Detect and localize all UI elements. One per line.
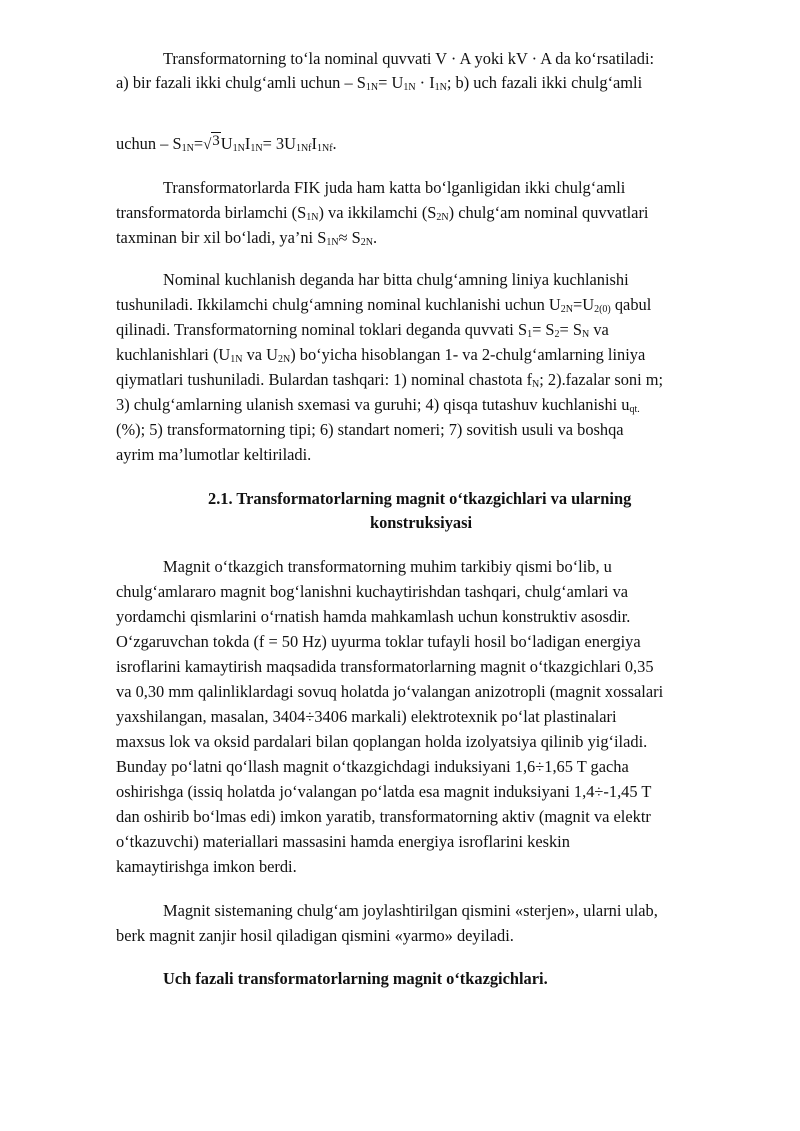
text: Uch fazali transformatorlarning magnit o‘tkazgichlari. xyxy=(163,969,548,988)
p4-line-4 xyxy=(116,630,641,654)
p4-line-12 xyxy=(116,830,570,854)
text: . xyxy=(332,134,337,153)
p2-line-3 xyxy=(116,226,377,250)
p2-line-1 xyxy=(163,176,625,200)
text: ) bo‘yicha hisoblangan 1- va 2-chulg‘amlarning liniya xyxy=(290,345,646,364)
text: Magnit sistemaning chulg‘am joylashtirilgan qismini «sterjen», ularni ulab, xyxy=(163,901,658,920)
text: I xyxy=(244,134,251,153)
p3-line-4 xyxy=(116,343,645,367)
subscript: 1N xyxy=(403,82,416,93)
p1-line-2 xyxy=(116,71,642,95)
sqrt-number: 3 xyxy=(212,133,220,149)
text: kamaytirishga imkon berdi. xyxy=(116,857,297,876)
subscript: qt. xyxy=(629,404,640,415)
subscript: 1Nf xyxy=(295,143,312,154)
text: Transformatorning to‘la nominal quvvati V · A yoki kV · A da ko‘rsatiladi: xyxy=(163,49,655,68)
text: a) bir fazali ikki chulg‘amli uchun – S xyxy=(116,73,366,92)
text: Bunday po‘latni qo‘llash magnit o‘tkazgichdagi induksiyani 1,6÷1,65 T gacha xyxy=(116,757,629,776)
subscript: 2N xyxy=(560,304,573,315)
text: Transformatorlarda FIK juda ham katta bo‘lganligidan ikki chulg‘amli xyxy=(163,178,626,197)
subscript: 2(0) xyxy=(594,304,611,315)
p4-line-11 xyxy=(116,805,651,829)
subscript: 1N xyxy=(326,237,339,248)
text: konstruksiyasi xyxy=(370,513,473,532)
text: = S xyxy=(532,320,555,339)
text: = S xyxy=(559,320,583,339)
subscript: 1N xyxy=(434,82,447,93)
text: yordamchi qismlarini o‘rnatish hamda mahkamlash uchun konstruktiv asosdir. xyxy=(116,607,631,626)
p1-line-3 xyxy=(116,132,337,157)
text: qilinadi. Transformatorning nominal toklari deganda quvvati S xyxy=(116,320,528,339)
text: (%); 5) transformatorning tipi; 6) standart nomeri; 7) sovitish usuli va boshqa xyxy=(116,420,624,439)
p3-line-2 xyxy=(116,293,651,317)
text: = xyxy=(193,134,204,153)
subscript: 2 xyxy=(554,329,560,340)
p3-line-5 xyxy=(116,368,663,392)
subscript: 1N xyxy=(230,354,243,365)
subscript: 1N xyxy=(232,143,245,154)
p1-line-1 xyxy=(163,47,654,71)
subscript: N xyxy=(582,329,590,340)
text: berk magnit zanjir hosil qiladigan qismini «yarmo» deyiladi. xyxy=(116,926,514,945)
subscript: 1N xyxy=(250,143,263,154)
text: qabul xyxy=(610,295,652,314)
text: Nominal kuchlanish deganda har bitta chulg‘amning liniya kuchlanishi xyxy=(163,270,629,289)
p4-line-6 xyxy=(116,680,663,704)
subscript: 1Nf xyxy=(316,143,333,154)
p4-line-10 xyxy=(116,780,651,804)
subsection-heading xyxy=(163,967,548,991)
p3-line-8 xyxy=(116,443,311,467)
p4-line-2 xyxy=(116,580,628,604)
text: chulg‘amlararo magnit bog‘lanishni kuchaytirishdan tashqari, chulg‘amlari va xyxy=(116,582,629,601)
subscript: 1N xyxy=(306,212,319,223)
p2-line-2 xyxy=(116,201,648,225)
p4-line-9 xyxy=(116,755,629,779)
text: transformatorda birlamchi (S xyxy=(116,203,307,222)
text: 2.1. Transformatorlarning magnit o‘tkazgichlari va ularning xyxy=(208,489,632,508)
text: va U xyxy=(242,345,278,364)
text: =U xyxy=(572,295,595,314)
text: kuchlanishlari (U xyxy=(116,345,231,364)
text: = 3U xyxy=(262,134,296,153)
subscript: 1 xyxy=(527,329,533,340)
text: yaxshilangan, masalan, 3404÷3406 markali) elektrotexnik po‘lat plastinalari xyxy=(116,707,617,726)
text: Magnit o‘tkazgich transformatorning muhim tarkibiy qismi bo‘lib, u xyxy=(163,557,612,576)
text: 3) chulg‘amlarning ulanish sxemasi va guruhi; 4) qisqa tutashuv kuchlanishi u xyxy=(116,395,630,414)
text: oshirishga (issiq holatda jo‘valangan po‘latda esa magnit induksiyani 1,4÷-1,45 T xyxy=(116,782,652,801)
text: · I xyxy=(415,73,435,92)
section-heading-line-1 xyxy=(208,487,631,511)
text: o‘tkazuvchi) materiallari massasini hamda energiya isroflarini keskin xyxy=(116,832,570,851)
p3-line-3 xyxy=(116,318,609,342)
text: taxminan bir xil bo‘ladi, ya’ni S xyxy=(116,228,327,247)
text: O‘zgaruvchan tokda (f = 50 Hz) uyurma toklar tufayli hosil bo‘ladigan energiya xyxy=(116,632,641,651)
p4-line-13 xyxy=(116,855,297,879)
subscript: 2N xyxy=(278,354,291,365)
subscript: 2N xyxy=(360,237,373,248)
text: ; b) uch fazali ikki chulg‘amli xyxy=(446,73,643,92)
p5-line-2 xyxy=(116,924,514,948)
section-heading-line-2 xyxy=(370,511,472,535)
p5-line-1 xyxy=(163,899,658,923)
text: ; 2).fazalar soni m; xyxy=(539,370,664,389)
subscript: 1N xyxy=(365,82,379,93)
text: ) chulg‘am nominal quvvatlari xyxy=(448,203,649,222)
p4-line-8 xyxy=(116,730,647,754)
text: maxsus lok va oksid pardalari bilan qoplangan holda izolyatsiya qilinib yig‘iladi. xyxy=(116,732,648,751)
subscript: N xyxy=(532,379,540,390)
text: isroflarini kamaytirish maqsadida transformatorlarning magnit o‘tkazgichlari 0,35 xyxy=(116,657,654,676)
text: qiymatlari tushuniladi. Bulardan tashqari: 1) nominal chastota f xyxy=(116,370,533,389)
square-root-symbol: √3 xyxy=(203,133,220,153)
text: va 0,30 mm qalinliklardagi sovuq holatda jo‘valangan anizotropli (magnit xossalari xyxy=(116,682,664,701)
text: va xyxy=(589,320,609,339)
p4-line-1 xyxy=(163,555,612,579)
text: dan oshirib bo‘lmas edi) imkon yaratib, transformatorning aktiv (magnit va elektr xyxy=(116,807,651,826)
subscript: 1N xyxy=(181,143,194,154)
text: = U xyxy=(378,73,404,92)
text: tushuniladi. Ikkilamchi chulg‘amning nominal kuchlanishi uchun U xyxy=(116,295,561,314)
text: ≈ S xyxy=(338,228,361,247)
text: uchun – S xyxy=(116,134,182,153)
p3-line-6 xyxy=(116,393,640,417)
text: . xyxy=(373,228,378,247)
text: ) va ikkilamchi (S xyxy=(318,203,437,222)
text: U xyxy=(220,134,233,153)
subscript: 2N xyxy=(436,212,449,223)
p3-line-7 xyxy=(116,418,624,442)
p3-line-1 xyxy=(163,268,629,292)
p4-line-7 xyxy=(116,705,617,729)
text: ayrim ma’lumotlar keltiriladi. xyxy=(116,445,312,464)
text: I xyxy=(311,134,317,153)
p4-line-3 xyxy=(116,605,630,629)
p4-line-5 xyxy=(116,655,654,679)
